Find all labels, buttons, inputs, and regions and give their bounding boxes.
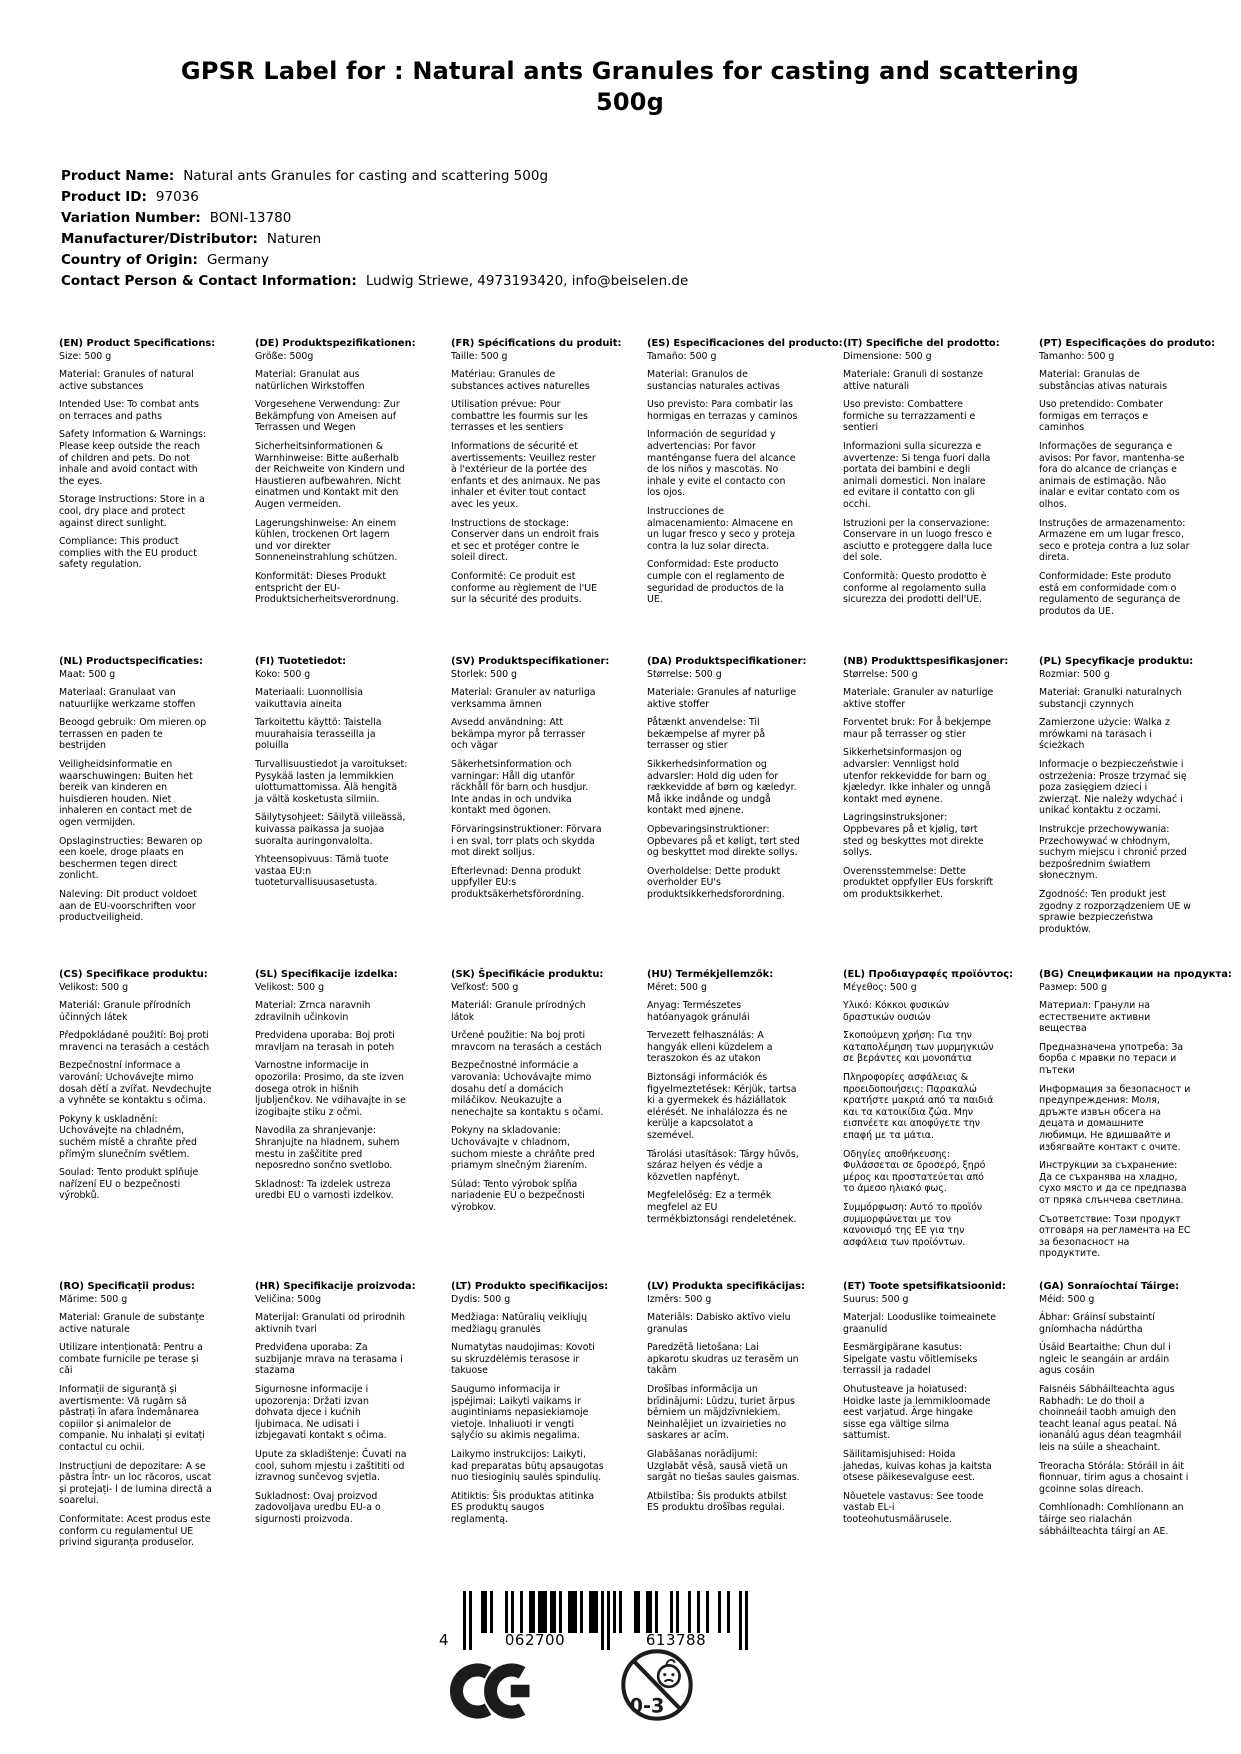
spec-block-da: [647, 656, 843, 969]
spec-paragraph: Určené použitie: Na boj proti mravcom na terasách a cestách: [451, 1030, 602, 1053]
spec-header-bg: (BG) Спецификации на продукта:: [1039, 969, 1232, 980]
spec-block-et: [843, 1281, 1039, 1556]
spec-paragraph: Faisnéis Sábháilteachta agus Rabhadh: Le do thoil a choinneáil taobh amuigh den teacht leanaí agus peataí. Ná ionanálú agus déan teagmháil leis na súile a sheachaint.: [1039, 1384, 1182, 1454]
spec-block-en: [59, 338, 255, 656]
spec-paragraph: Anyag: Természetes hatóanyagok gránulái: [647, 1000, 750, 1023]
spec-paragraph: Conformità: Questo prodotto è conforme al regolamento sulla sicurezza dei prodotti dell'UE.: [843, 571, 987, 606]
ean13-barcode: [439, 1591, 748, 1651]
spec-paragraph: Paredzētā lietošana: Lai apkarotu skudras uz terasēm un takām: [647, 1342, 799, 1377]
spec-paragraph: Zgodność: Ten produkt jest zgodny z rozporządzeniem UE w sprawie bezpieczeństwa produktów.: [1039, 889, 1191, 935]
spec-paragraph: Size: 500 g: [59, 350, 112, 362]
spec-header-nl: (NL) Productspecificaties:: [59, 656, 203, 667]
spec-paragraph: Materiál: Granule přírodních účinných látek: [59, 1000, 191, 1023]
spec-paragraph: Säilitamisjuhised: Hoida jahedas, kuivas kohas ja kaitsta otsese päikesevalguse eest.: [843, 1449, 992, 1484]
spec-paragraph: Upute za skladištenje: Čuvati na cool, suhom mjestu i zaštititi od izravnog sunčevog svjetla.: [255, 1449, 407, 1484]
spec-paragraph: Συμμόρφωση: Αυτό το προϊόν συμμορφώνεται με τον κανονισμό της ΕΕ για την ασφάλεια των προϊόντων.: [843, 1202, 983, 1248]
spec-paragraph: Overensstemmelse: Dette produktet oppfyller EUs forskrift om produktsikkerhet.: [843, 865, 994, 900]
page-title-line1: GPSR Label for : Natural ants Granules for casting and scattering: [180, 57, 1080, 85]
spec-paragraph: Yhteensopivuus: Tämä tuote vastaa EU:n tuoteturvallisuusasetusta.: [255, 854, 389, 889]
product-info-value: BONI-13780: [209, 210, 292, 226]
spec-header-ga: (GA) Sonraíochtaí Táirge:: [1039, 1281, 1180, 1292]
spec-paragraph: Súlad: Tento výrobok spĺňa nariadenie EÚ o bezpečnosti výrobkov.: [451, 1178, 585, 1213]
spec-paragraph: Storage Instructions: Store in a cool, dry place and protect against direct sunlight.: [59, 494, 205, 529]
spec-paragraph: Förvaringsinstruktioner: Förvara i en sval, torr plats och skydda mot direkt solljus.: [451, 824, 602, 859]
spec-paragraph: Lagerungshinweise: An einem kühlen, trockenen Ort lagern und vor direkter Sonneneinstrahlung schützen.: [255, 517, 398, 564]
spec-paragraph: Informacje o bezpieczeństwie i ostrzeżenia: Prosze trzymać się poza zasięgiem dzieci i zwierząt. Nie należy wdychać i unikać kontaktu z oczami.: [1039, 759, 1187, 817]
spec-paragraph: Информация за безопасност и предупреждения: Моля, дръжте извън обсега на децата и домашните любимци. Не вдишвайте и избягвайте контакт с очите.: [1039, 1083, 1191, 1153]
spec-paragraph: Pokyny k uskladnění: Uchovávejte na chladném, suchém místě a chraňte před přímým slunečním světlem.: [59, 1113, 197, 1160]
spec-paragraph: Utilisation prévue: Pour combattre les fourmis sur les terrasses et les sentiers: [451, 399, 588, 434]
spec-paragraph: Treoracha Stórála: Stóráil in áit fionnuar, tirim agus a chosaint i gcoinne solas díreach.: [1039, 1460, 1189, 1495]
spec-paragraph: Informations de sécurité et avertissements: Veuillez rester à l'extérieur de la portée des enfants et des animaux. Ne pas inhaler et éviter tout contact avec les yeux.: [451, 441, 601, 511]
spec-paragraph: Ábhar: Gráinsí substaintí gníomhacha nádúrtha: [1039, 1312, 1155, 1335]
spec-paragraph: Инструкции за съхранение: Да се съхранява на хладно, сухо място и да се предпазва от пряка слънчева светлина.: [1039, 1160, 1187, 1206]
product-info-row: [61, 166, 688, 187]
spec-paragraph: Uso pretendido: Combater formigas em terraços e caminhos: [1039, 399, 1164, 434]
spec-paragraph: Størrelse: 500 g: [843, 668, 918, 680]
spec-header-lt: (LT) Produkto specifikacijos:: [451, 1281, 609, 1292]
spec-header-sk: (SK) Špecifikácie produktu:: [451, 969, 604, 980]
spec-paragraph: Konformität: Dieses Produkt entspricht der EU-Produktsicherheitsverordnung.: [255, 571, 399, 606]
product-info-value: Ludwig Striewe, 4973193420, info@beiselen.de: [365, 273, 689, 289]
spec-paragraph: Drošības informācija un brīdinājumi: Lūdzu, turiet ārpus bērniem un mājdzīvniekiem. Neinhalējiet un izvairieties no saskares ar acīm.: [647, 1384, 795, 1442]
spec-header-fr: (FR) Spécifications du produit:: [451, 338, 622, 349]
spec-paragraph: Medžiaga: Natūralių veikliųjų medžiagų granulės: [451, 1312, 588, 1335]
spec-header-es: (ES) Especificaciones del producto:: [647, 338, 843, 349]
spec-paragraph: Tamanho: 500 g: [1039, 350, 1115, 362]
spec-block-sl: [255, 969, 451, 1281]
spec-paragraph: Conformitate: Acest produs este conform cu regulamentul UE privind siguranța produselor.: [59, 1514, 211, 1549]
barcode-bar: [745, 1591, 748, 1650]
spec-header-nb: (NB) Produkttspesifikasjoner:: [843, 656, 1009, 667]
spec-paragraph: Suurus: 500 g: [843, 1293, 909, 1305]
spec-paragraph: Navodila za shranjevanje: Shranjujte na hladnem, suhem mestu in zaščitite pred neposredno sončno svetlobo.: [255, 1125, 400, 1172]
spec-paragraph: Tárolási utasítások: Tárgy hűvös, száraz helyen és védje a közvetlen napfényt.: [647, 1148, 799, 1183]
spec-block-fr: [451, 338, 647, 656]
spec-header-sl: (SL) Specifikacije izdelka:: [255, 969, 398, 980]
spec-paragraph: Compliance: This product complies with the EU product safety regulation.: [59, 536, 197, 571]
product-info-label: Contact Person & Contact Information:: [61, 273, 357, 289]
spec-header-hu: (HU) Termékjellemzők:: [647, 969, 774, 980]
page-title: [40, 56, 1220, 118]
spec-paragraph: Izmērs: 500 g: [647, 1293, 712, 1305]
spec-paragraph: Materijal: Granulati od prirodnih aktivnih tvari: [255, 1312, 406, 1335]
spec-header-et: (ET) Toote spetsifikatsioonid:: [843, 1281, 1006, 1292]
spec-paragraph: Istruzioni per la conservazione: Conservare in un luogo fresco e asciutto e proteggere dalla luce del sole.: [843, 517, 993, 564]
spec-paragraph: Instrucciones de almacenamiento: Almacene en un lugar fresco y seco y proteja contra la luz solar directa.: [647, 506, 796, 552]
barcode-digits-group2: 613788: [645, 1631, 707, 1649]
spec-paragraph: Съответствие: Този продукт отговаря на регламента на ЕС за безопасност на продуктите.: [1039, 1213, 1191, 1260]
spec-block-nl: [59, 656, 255, 969]
spec-paragraph: Materiál: Granule prírodných látok: [451, 1000, 586, 1023]
spec-block-sk: [451, 969, 647, 1281]
spec-paragraph: Opslaginstructies: Bewaren op een koele, droge plaats en beschermen tegen direct zonlicht.: [59, 835, 203, 882]
spec-block-ro: [59, 1281, 255, 1556]
spec-paragraph: Nõuetele vastavus: See toode vastab EL-i tooteohutusmäärusele.: [843, 1490, 984, 1525]
spec-paragraph: Utilizare intenționată: Pentru a combate furnicile pe terase și căi: [59, 1342, 203, 1377]
product-info-row: [61, 187, 688, 208]
product-info: [61, 166, 688, 292]
spec-paragraph: Sigurnosne informacije i upozorenja: Držati izvan dohvata djece i kućnih ljubimaca. Ne udisati i izbjegavati kontakt s očima.: [255, 1384, 387, 1442]
product-info-label: Product Name:: [61, 168, 175, 184]
spec-paragraph: Naleving: Dit product voldoet aan de EU-voorschriften voor productveiligheid.: [59, 889, 197, 924]
spec-paragraph: Uso previsto: Para combatir las hormigas en terrazas y caminos: [647, 399, 798, 422]
spec-paragraph: Материал: Гранули на естествените активни вещества: [1039, 1000, 1151, 1035]
spec-block-cs: [59, 969, 255, 1281]
age-warning-label: 0-3: [629, 1694, 665, 1718]
spec-paragraph: Safety Information & Warnings: Please keep outside the reach of children and pets. Do not inhale and avoid contact with the eyes.: [59, 429, 207, 487]
spec-paragraph: Materiale: Granuler av naturlige aktive stoffer: [843, 687, 994, 710]
spec-block-sv: [451, 656, 647, 969]
spec-paragraph: Intended Use: To combat ants on terraces and paths: [59, 399, 199, 422]
spec-paragraph: Tamaño: 500 g: [647, 350, 717, 362]
product-info-row: [61, 208, 688, 229]
spec-paragraph: Uso previsto: Combattere formiche su terrazzamenti e sentieri: [843, 399, 976, 434]
spec-paragraph: Megfelelőség: Ez a termék megfelel az EU termékbiztonsági rendeletének.: [647, 1190, 797, 1225]
spec-paragraph: Velikost: 500 g: [255, 981, 325, 993]
spec-block-es: [647, 338, 843, 656]
spec-paragraph: Bezpečnostní informace a varování: Uchovávejte mimo dosah dětí a zvířat. Nevdechujte a vyhněte se kontaktu s očima.: [59, 1060, 212, 1107]
spec-paragraph: Koko: 500 g: [255, 668, 311, 680]
spec-paragraph: Vorgesehene Verwendung: Zur Bekämpfung von Ameisen auf Terrassen und Wegen: [255, 399, 400, 434]
spec-paragraph: Informações de segurança e avisos: Por favor, mantenha-se fora do alcance de crianças e animais de estimação. Não inalar e evitar contato com os olhos.: [1039, 441, 1185, 511]
spec-paragraph: Πληροφορίες ασφάλειας & προειδοποιήσεις: Παρακαλώ κρατήστε μακριά από τα παιδιά και τα κατοικίδια ζώα. Μην εισπνέετε και αποφύγετε την επαφή με τα μάτια.: [843, 1072, 994, 1142]
spec-paragraph: Skladnost: Ta izdelek ustreza uredbi EU o varnosti izdelkov.: [255, 1178, 394, 1202]
spec-paragraph: Varnostne informacije in opozorila: Prosimo, da ste izven dosega otrok in hišnih ljubljenčkov. Ne vdihavajte in se izogibajte stiku z očmi.: [255, 1060, 406, 1118]
spec-paragraph: Materiaali: Luonnollisia vaikuttavia aineita: [255, 687, 363, 710]
ce-mark-icon: [450, 1660, 538, 1722]
spec-paragraph: Υλικό: Κόκκοι φυσικών δραστικών ουσιών: [843, 1000, 950, 1023]
spec-paragraph: Méid: 500 g: [1039, 1293, 1095, 1305]
spec-block-fi: [255, 656, 451, 969]
spec-paragraph: Instrucțiuni de depozitare: A se păstra într- un loc răcoros, uscat și protejați- l de lumina directă a soarelui.: [59, 1460, 212, 1507]
product-info-label: Manufacturer/Distributor:: [61, 231, 258, 247]
spec-paragraph: Taille: 500 g: [451, 350, 508, 362]
product-info-label: Country of Origin:: [61, 252, 198, 268]
spec-paragraph: Storlek: 500 g: [451, 668, 517, 680]
barcode-digits-group1: 062700: [504, 1631, 566, 1649]
spec-block-lt: [451, 1281, 647, 1556]
spec-paragraph: Conformité: Ce produit est conforme au règlement de l'UE sur la sécurité des produits.: [451, 571, 598, 606]
spec-paragraph: Predviđena uporaba: Za suzbijanje mrava na terasama i stazama: [255, 1342, 403, 1377]
product-info-value: 97036: [155, 189, 199, 205]
spec-paragraph: Dydis: 500 g: [451, 1293, 511, 1305]
spec-paragraph: Biztonsági információk és figyelmeztetések: Kérjük, tartsa ki a gyermekek és háziállatok elérését. Ne inhalálozza és ne kerülje a kapcsolatot a szemével.: [647, 1072, 797, 1142]
spec-paragraph: Predvidena uporaba: Boj proti mravljam na terasah in poteh: [255, 1030, 395, 1053]
spec-header-en: (EN) Product Specifications:: [59, 338, 216, 349]
spec-paragraph: Sukladnost: Ovaj proizvod zadovoljava uredbu EU-a o sigurnosti proizvoda.: [255, 1490, 381, 1525]
spec-paragraph: Veľkosť: 500 g: [451, 981, 519, 993]
spec-paragraph: Mărime: 500 g: [59, 1293, 128, 1305]
spec-paragraph: Veličina: 500g: [255, 1293, 322, 1305]
spec-paragraph: Размер: 500 g: [1039, 981, 1108, 993]
spec-paragraph: Eesmärgipärane kasutus: Sipelgate vastu võitlemiseks terrassil ja radadel: [843, 1342, 978, 1377]
spec-block-pt: [1039, 338, 1235, 656]
spec-paragraph: Avsedd användning: Att bekämpa myror på terrasser och vägar: [451, 717, 586, 752]
product-info-row: [61, 229, 688, 250]
spec-header-lv: (LV) Produkta specifikācijas:: [647, 1281, 805, 1292]
spec-paragraph: Opbevaringsinstruktioner: Opbevares på et køligt, tørt sted og beskyttet mod direkte sollys.: [647, 824, 800, 859]
spec-block-pl: [1039, 656, 1235, 969]
spec-paragraph: Tarkoitettu käyttö: Taistella muurahaisia terasseilla ja poluilla: [255, 717, 382, 752]
spec-paragraph: Material: Granulas de substâncias ativas naturais: [1039, 369, 1167, 392]
spec-paragraph: Material: Granule de substanțe active naturale: [59, 1312, 205, 1335]
spec-paragraph: Glabāšanas norādījumi: Uzglabāt vēsā, sausā vietā un sargāt no tiešas saules gaismas.: [647, 1449, 800, 1484]
spec-paragraph: Soulad: Tento produkt splňuje nařízení EU o bezpečnosti výrobků.: [59, 1167, 199, 1202]
product-info-row: [61, 271, 688, 292]
spec-header-da: (DA) Produktspecifikationer:: [647, 656, 807, 667]
spec-grid: [59, 338, 1235, 1556]
spec-paragraph: Numatytas naudojimas: Kovoti su skruzdėlėmis terasose ir takuose: [451, 1342, 595, 1377]
spec-paragraph: Material: Granulos de sustancias naturales activas: [647, 369, 780, 392]
spec-block-hu: [647, 969, 843, 1281]
spec-paragraph: Μέγεθος: 500 g: [843, 981, 917, 993]
spec-paragraph: Instrukcje przechowywania: Przechowywać w chłodnym, suchym miejscu i chronić przed bezpośrednim światłem słonecznym.: [1039, 824, 1187, 882]
spec-paragraph: Materiale: Granuli di sostanze attive naturali: [843, 369, 984, 392]
spec-block-ga: [1039, 1281, 1235, 1556]
age-warning-0-3-icon: [620, 1648, 694, 1722]
spec-paragraph: Conformidade: Este produto está em conformidade com o regulamento de segurança de produtos da UE.: [1039, 571, 1181, 617]
spec-paragraph: Materiāls: Dabisko aktīvo vielu granulas: [647, 1312, 791, 1335]
spec-header-fi: (FI) Tuotetiedot:: [255, 656, 347, 667]
spec-paragraph: Säilytysohjeet: Säilytä viileässä, kuivassa paikassa ja suojaa suoralta auringonvalolta.: [255, 812, 406, 847]
spec-paragraph: Saugumo informacija ir įspėjimai: Laikyti vaikams ir augintiniams nepasiekiamoje vietoje. Inhaliuoti ir vengti sąlyčio su akimis negalima.: [451, 1384, 589, 1442]
product-info-label: Variation Number:: [61, 210, 201, 226]
spec-paragraph: Rozmiar: 500 g: [1039, 668, 1110, 680]
spec-paragraph: Materiaal: Granulaat van natuurlijke werkzame stoffen: [59, 687, 196, 710]
barcode-first-digit: 4: [439, 1631, 449, 1649]
spec-paragraph: Efterlevnad: Denna produkt uppfyller EU:s produktsäkerhetsförordning.: [451, 865, 585, 900]
spec-paragraph: Material: Zrnca naravnih zdravilnih učinkovin: [255, 1000, 371, 1023]
spec-paragraph: Sicherheitsinformationen & Warnhinweise: Bitte außerhalb der Reichweite von Kindern und Haustieren aufbewahren. Nicht einatmen und Kontakt mit den Augen vermeiden.: [255, 441, 405, 511]
spec-block-bg: [1039, 969, 1235, 1281]
spec-paragraph: Sikkerhetsinformasjon og advarsler: Vennligst hold utenfor rekkevidde for barn og kjæledyr. Ikke inhaler og unngå kontakt med øynene.: [843, 747, 991, 805]
spec-paragraph: Información de seguridad y advertencias: Por favor manténganse fuera del alcance de los niños y mascotas. No inhale y evite el contacto con los ojos.: [647, 429, 796, 499]
spec-paragraph: Größe: 500g: [255, 350, 314, 362]
spec-paragraph: Предназначена употреба: За борба с мравки по тераси и пътеки: [1039, 1041, 1184, 1077]
spec-paragraph: Úsáid Beartaithe: Chun dul i ngleic le seangáin ar ardáin agus cosáin: [1039, 1342, 1171, 1377]
spec-block-hr: [255, 1281, 451, 1556]
spec-paragraph: Instructions de stockage: Conserver dans un endroit frais et sec et protéger contre le soleil direct.: [451, 517, 599, 564]
spec-paragraph: Matériau: Granules de substances actives naturelles: [451, 369, 590, 392]
spec-paragraph: Materiale: Granules af naturlige aktive stoffer: [647, 687, 797, 710]
spec-paragraph: Velikost: 500 g: [59, 981, 129, 993]
spec-paragraph: Materjal: Looduslike toimeainete graanulid: [843, 1312, 997, 1335]
spec-header-de: (DE) Produktspezifikationen:: [255, 338, 416, 349]
spec-paragraph: Laikymo instrukcijos: Laikyti, kad preparatas būtų apsaugotas nuo tiesioginių saulės spindulių.: [451, 1449, 604, 1484]
spec-paragraph: Material: Granuler av naturliga verksamma ämnen: [451, 687, 596, 710]
product-info-value: Naturen: [266, 231, 322, 247]
spec-paragraph: Informazioni sulla sicurezza e avvertenze: Si tenga fuori dalla portata dei bambini e degli animali domestici. Non inalare ed evitare il contatto con gli occhi.: [843, 441, 991, 511]
spec-header-el: (EL) Προδιαγραφές προϊόντος:: [843, 969, 1014, 980]
spec-paragraph: Conformidad: Este producto cumple con el reglamento de seguridad de productos de la UE.: [647, 559, 785, 606]
spec-header-cs: (CS) Specifikace produktu:: [59, 969, 208, 980]
spec-block-el: [843, 969, 1039, 1281]
spec-block-de: [255, 338, 451, 656]
spec-header-it: (IT) Specifiche del prodotto:: [843, 338, 1000, 349]
spec-block-nb: [843, 656, 1039, 969]
spec-header-pt: (PT) Especificações do produto:: [1039, 338, 1216, 349]
spec-paragraph: Påtænkt anvendelse: Til bekæmpelse af myrer på terrasser og stier: [647, 717, 766, 752]
spec-paragraph: Οδηγίες αποθήκευσης: Φυλάσσεται σε δροσερό, ξηρό μέρος και προστατεύεται από το άμεσο ηλιακό φως.: [843, 1148, 986, 1195]
spec-paragraph: Zamierzone użycie: Walka z mrówkami na tarasach i ścieżkach: [1039, 717, 1170, 752]
spec-paragraph: Veiligheidsinformatie en waarschuwingen: Buiten het bereik van kinderen en huisdieren houden. Niet inhaleren en contact met de ogen vermijden.: [59, 759, 193, 829]
spec-paragraph: Materiał: Granulki naturalnych substancji czynnych: [1039, 687, 1182, 710]
spec-paragraph: Material: Granules of natural active substances: [59, 369, 194, 392]
spec-paragraph: Instruções de armazenamento: Armazene em um lugar fresco, seco e proteja contra a luz solar direta.: [1039, 517, 1190, 564]
product-info-row: [61, 250, 688, 271]
spec-paragraph: Sikkerhedsinformation og advarsler: Hold dig uden for rækkevidde af børn og kæledyr. Må ikke indånde og undgå kontakt med øjnene.: [647, 759, 797, 817]
spec-header-sv: (SV) Produktspecifikationer:: [451, 656, 610, 667]
product-info-label: Product ID:: [61, 189, 147, 205]
spec-header-hr: (HR) Specifikacije proizvoda:: [255, 1281, 416, 1292]
product-info-value: Natural ants Granules for casting and scattering 500g: [183, 168, 549, 184]
spec-header-pl: (PL) Specyfikacje produktu:: [1039, 656, 1194, 667]
spec-paragraph: Atbilstība: Šis produkts atbilst ES produktu drošības regulai.: [647, 1490, 787, 1514]
spec-paragraph: Størrelse: 500 g: [647, 668, 722, 680]
spec-paragraph: Säkerhetsinformation och varningar: Håll dig utanför räckhåll för barn och husdjur. Inte andas in och undvika kontakt med ögonen.: [451, 759, 589, 817]
spec-paragraph: Overholdelse: Dette produkt overholder EU's produktsikkerhedsforordning.: [647, 865, 785, 900]
spec-paragraph: Informații de siguranță și avertismente: Vă rugăm să păstrați în afara îndemânarea copiilor și animalelor de companie. Nu inhalați și evitați contactul cu ochii.: [59, 1384, 205, 1454]
spec-paragraph: Forventet bruk: For å bekjempe maur på terrasser og stier: [843, 717, 992, 740]
page-title-line2: 500g: [595, 88, 665, 116]
spec-paragraph: Maat: 500 g: [59, 668, 116, 680]
spec-block-it: [843, 338, 1039, 656]
product-info-value: Germany: [206, 252, 269, 268]
spec-paragraph: Méret: 500 g: [647, 981, 707, 993]
spec-paragraph: Turvallisuustiedot ja varoitukset: Pysykää lasten ja lemmikkien ulottumattomissa. Älä hengitä ja vältä kosketusta silmiin.: [255, 759, 408, 805]
spec-paragraph: Bezpečnostné informácie a varovania: Uchovávajte mimo dosahu detí a domácich miláčikov. Neukazujte a nenechajte sa kontaktu s očami.: [451, 1060, 604, 1118]
spec-paragraph: Beoogd gebruik: Om mieren op terrassen en paden te bestrijden: [59, 717, 207, 752]
spec-paragraph: Tervezett felhasználás: A hangyák elleni küzdelem a teraszokon és az utakon: [647, 1030, 773, 1065]
spec-header-ro: (RO) Specificații produs:: [59, 1281, 195, 1292]
spec-block-lv: [647, 1281, 843, 1556]
spec-paragraph: Material: Granulat aus natürlichen Wirkstoffen: [255, 369, 365, 392]
spec-paragraph: Dimensione: 500 g: [843, 350, 932, 362]
spec-paragraph: Pokyny na skladovanie: Uchovávajte v chladnom, suchom mieste a chráňte pred priamym slnečným žiarením.: [451, 1125, 595, 1172]
spec-paragraph: Ohutusteave ja hoiatused: Hoidke laste ja lemmikloomade eest varjatud. Ärge hingake sisse ega vältige silma sattumist.: [843, 1384, 991, 1442]
spec-paragraph: Σκοπούμενη χρήση: Για την καταπολέμηση των μυρμηγκιών σε βεράντες και μονοπάτια: [843, 1030, 994, 1065]
spec-paragraph: Atitiktis: Šis produktas atitinka ES produktų saugos reglamentą.: [451, 1490, 595, 1525]
spec-paragraph: Předpokládané použití: Boj proti mravenci na terasách a cestách: [59, 1030, 210, 1053]
spec-paragraph: Comhlíonadh: Comhlíonann an táirge seo rialachán sábháilteachta táirgí an AE.: [1039, 1502, 1184, 1537]
spec-paragraph: Lagringsinstruksjoner: Oppbevares på et kjølig, tørt sted og beskyttes mot direkte sollys.: [843, 812, 984, 859]
